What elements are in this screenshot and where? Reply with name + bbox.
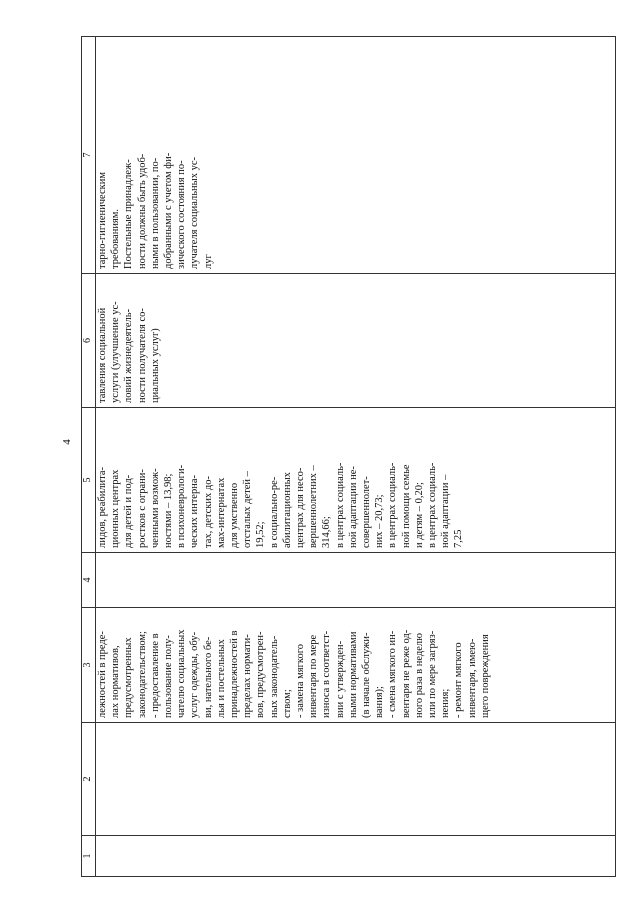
cell-text-line: пользование полу- xyxy=(163,635,175,718)
cell-text-line: щего повреждения xyxy=(479,634,491,718)
cell-text-line: пределах нормати- xyxy=(242,634,254,718)
cell-text-line: ви, нательного бе- xyxy=(202,636,214,718)
cell-text-line: принадлежностей в xyxy=(229,630,241,718)
cell-text-line: вии с утвержден- xyxy=(334,640,346,718)
cell-text-line: луг xyxy=(202,254,214,269)
cell-text-line: вентаря не реже од- xyxy=(400,629,412,718)
header-row xyxy=(82,37,96,877)
cell-text-line: тах, детских до- xyxy=(202,476,214,548)
cell-text-line: инвентаря, имею- xyxy=(466,638,478,718)
cell-text-line: - замена мягкого xyxy=(295,643,307,718)
cell-text-line: ности получателя со- xyxy=(136,308,148,403)
cell-text-line: законодательством; xyxy=(136,631,148,718)
cell-text-line: ного раза в неделю xyxy=(413,633,425,718)
cell-text-line: зического состояния по- xyxy=(176,160,188,269)
cell-text-line: отсталых детей – xyxy=(242,471,254,548)
header-col-1: 1 xyxy=(82,836,96,877)
cell-text-line: в центрах социаль- xyxy=(387,462,399,548)
cell-text-line: добранными с учетом фи- xyxy=(163,152,175,269)
cell-text-line: в психоневрологи- xyxy=(176,464,188,548)
cell-text-line: - ремонт мягкого xyxy=(453,642,465,718)
cell-text-line: мах-интернатах xyxy=(215,477,227,548)
cell-text-line: (в начале обслужи- xyxy=(361,632,373,718)
cell-col-5 xyxy=(96,408,616,553)
cell-text-line: нения; xyxy=(440,688,452,718)
cell-text-line: инвентаря по мере xyxy=(308,634,320,718)
cell-text-line: ными нормативами xyxy=(347,631,359,718)
cell-text-line: предусмотренных xyxy=(123,637,135,718)
cell-text-line: 7,25 xyxy=(453,529,465,548)
cell-text-line: лежностей в преде- xyxy=(97,631,108,718)
header-col-5: 5 xyxy=(82,408,96,553)
cell-text-line: Постельные принадлеж- xyxy=(123,159,135,269)
cell-text-line: ных законодатель- xyxy=(268,635,280,718)
cell-text-line: требованиям. xyxy=(110,208,122,269)
header-col-6: 6 xyxy=(82,274,96,408)
header-col-7: 7 xyxy=(82,37,96,274)
cell-text-line: ловий жизнедеятель- xyxy=(123,308,135,403)
cell-text-line: ными в пользовании, по- xyxy=(149,157,161,269)
cell-text-line: и детям – 0,20; xyxy=(413,482,425,548)
cell-text-line: лучателя социальных ус- xyxy=(189,157,201,269)
cell-text-line: - предоставление в xyxy=(149,633,161,718)
cell-text-line: в социально-ре- xyxy=(268,476,280,548)
cell-text-line: них – 20,73; xyxy=(374,494,386,548)
cell-text-line: ной адаптации не- xyxy=(347,466,359,548)
header-col-3: 3 xyxy=(82,608,96,723)
cell-text-line: вершеннолетних – xyxy=(308,465,320,548)
cell-text-line: лах нормативов, xyxy=(110,645,122,718)
cell-col-4 xyxy=(96,553,616,608)
cell-col-2 xyxy=(96,723,616,836)
cell-text-line: ством; xyxy=(281,689,293,718)
cell-text-line: в центрах социаль- xyxy=(334,462,346,548)
page-number: 4 xyxy=(61,439,73,445)
cell-text-line: услуг одежды, обу- xyxy=(189,631,201,718)
cell-text-line: 19,52; xyxy=(255,521,267,548)
cell-text-line: для детей и под- xyxy=(123,474,135,548)
cell-text-line: услуги (улучшение ус- xyxy=(110,301,122,403)
cell-text-line: или по мере загряз- xyxy=(427,630,439,718)
cell-text-line: ной адаптации – xyxy=(440,474,452,548)
cell-text-line: вов, предусмотрен- xyxy=(255,631,267,718)
cell-text-line: лья и постельных xyxy=(215,639,227,718)
cell-text-line: чателю социальных xyxy=(176,629,188,718)
cell-text-line: совершеннолет- xyxy=(361,476,373,548)
cell-text-line: вания); xyxy=(374,686,386,718)
header-col-2: 2 xyxy=(82,723,96,836)
cell-text-line: ционных центрах xyxy=(110,469,122,548)
header-col-4: 4 xyxy=(82,553,96,608)
cell-text-line: ности должны быть удоб- xyxy=(136,153,148,269)
cell-text-line: износа в соответст- xyxy=(321,630,333,718)
cell-text-line: тавления социальной xyxy=(97,307,108,403)
table-row xyxy=(96,37,616,877)
services-table xyxy=(81,36,616,877)
cell-text-line: в центрах социаль- xyxy=(427,462,439,548)
cell-col-3 xyxy=(96,608,616,723)
cell-text-line: для умственно xyxy=(229,482,241,548)
cell-text-line: лидов, реабилита- xyxy=(97,466,108,548)
rotated-table-container xyxy=(81,37,616,877)
cell-text-line: циальных услуг) xyxy=(149,328,161,403)
cell-text-line: ностями – 13,98; xyxy=(163,473,175,548)
cell-col-6 xyxy=(96,274,616,408)
cell-col-1 xyxy=(96,836,616,877)
cell-text-line: ной помощи семье xyxy=(400,464,412,548)
cell-text-line: 314,66; xyxy=(321,516,333,548)
cell-text-line: ченными возмож- xyxy=(149,468,161,548)
cell-text-line: ческих интерна- xyxy=(189,475,201,548)
cell-text-line: центрах для несо- xyxy=(295,467,307,548)
cell-text-line: тарно-гигиеническим xyxy=(97,172,108,269)
cell-text-line: ростков с ограни- xyxy=(136,469,148,548)
cell-text-line: - смена мягкого ин- xyxy=(387,630,399,718)
cell-text-line: абилитационных xyxy=(281,472,293,548)
cell-col-7 xyxy=(96,37,616,274)
